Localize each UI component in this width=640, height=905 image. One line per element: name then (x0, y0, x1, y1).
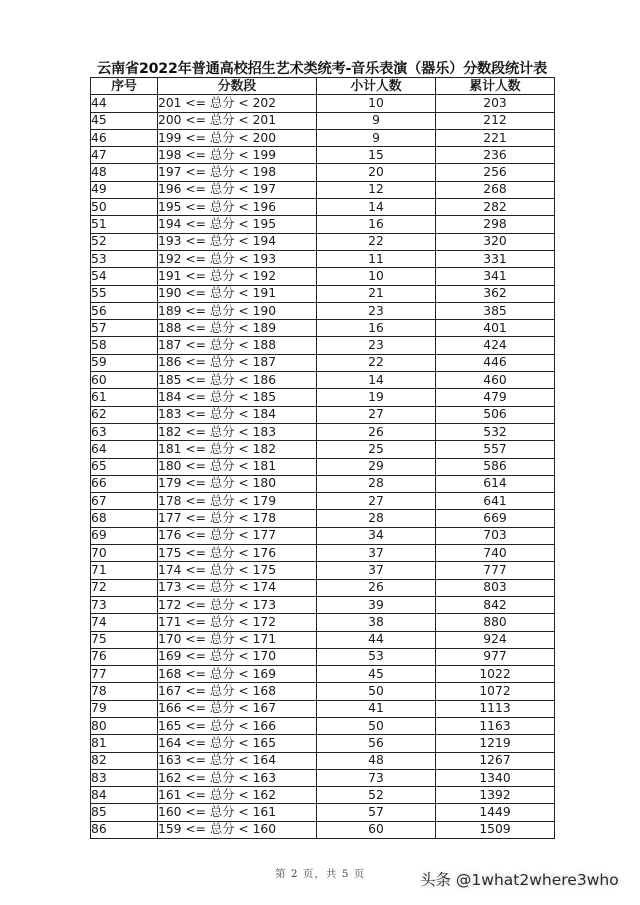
table-row (91, 268, 555, 285)
cell-cumulative: 669 (436, 510, 555, 527)
table-row (91, 769, 555, 786)
cell-range: 161 <= 总分 < 162 (158, 787, 317, 804)
cell-cumulative: 1022 (436, 666, 555, 683)
table-row (91, 493, 555, 510)
cell-cumulative: 203 (436, 95, 555, 112)
cell-count: 9 (317, 129, 436, 146)
cell-range: 184 <= 总分 < 185 (158, 389, 317, 406)
cell-cumulative: 777 (436, 562, 555, 579)
cell-count: 37 (317, 562, 436, 579)
cell-count: 14 (317, 372, 436, 389)
cell-cumulative: 1072 (436, 683, 555, 700)
cell-seq: 52 (91, 233, 158, 250)
table-row (91, 648, 555, 665)
table-row (91, 164, 555, 181)
table-row (91, 787, 555, 804)
cell-range: 176 <= 总分 < 177 (158, 527, 317, 544)
cell-count: 10 (317, 95, 436, 112)
cell-count: 28 (317, 475, 436, 492)
cell-seq: 69 (91, 527, 158, 544)
cell-seq: 63 (91, 423, 158, 440)
table-row (91, 562, 555, 579)
cell-seq: 46 (91, 129, 158, 146)
table-row (91, 545, 555, 562)
cell-range: 168 <= 总分 < 169 (158, 666, 317, 683)
cell-cumulative: 236 (436, 147, 555, 164)
cell-seq: 57 (91, 320, 158, 337)
cell-count: 28 (317, 510, 436, 527)
table-row (91, 804, 555, 821)
score-distribution-table (90, 77, 555, 839)
table-row (91, 423, 555, 440)
cell-count: 48 (317, 752, 436, 769)
cell-range: 177 <= 总分 < 178 (158, 510, 317, 527)
cell-range: 180 <= 总分 < 181 (158, 458, 317, 475)
cell-seq: 79 (91, 700, 158, 717)
cell-seq: 82 (91, 752, 158, 769)
cell-range: 171 <= 总分 < 172 (158, 614, 317, 631)
table-header-row (91, 78, 555, 95)
cell-count: 34 (317, 527, 436, 544)
cell-count: 53 (317, 648, 436, 665)
cell-range: 163 <= 总分 < 164 (158, 752, 317, 769)
cell-count: 44 (317, 631, 436, 648)
cell-count: 41 (317, 700, 436, 717)
cell-cumulative: 1163 (436, 717, 555, 734)
cell-range: 186 <= 总分 < 187 (158, 354, 317, 371)
cell-count: 22 (317, 233, 436, 250)
cell-count: 22 (317, 354, 436, 371)
cell-range: 197 <= 总分 < 198 (158, 164, 317, 181)
cell-seq: 74 (91, 614, 158, 631)
cell-seq: 64 (91, 441, 158, 458)
cell-seq: 50 (91, 199, 158, 216)
column-header-cumulative: 累计人数 (436, 78, 555, 95)
table-row (91, 752, 555, 769)
cell-range: 160 <= 总分 < 161 (158, 804, 317, 821)
cell-seq: 73 (91, 596, 158, 613)
cell-seq: 66 (91, 475, 158, 492)
cell-count: 56 (317, 735, 436, 752)
cell-seq: 78 (91, 683, 158, 700)
cell-cumulative: 479 (436, 389, 555, 406)
cell-range: 194 <= 总分 < 195 (158, 216, 317, 233)
cell-cumulative: 1219 (436, 735, 555, 752)
cell-cumulative: 212 (436, 112, 555, 129)
cell-range: 170 <= 总分 < 171 (158, 631, 317, 648)
cell-count: 45 (317, 666, 436, 683)
cell-seq: 85 (91, 804, 158, 821)
cell-count: 57 (317, 804, 436, 821)
cell-cumulative: 557 (436, 441, 555, 458)
cell-cumulative: 740 (436, 545, 555, 562)
table-row (91, 631, 555, 648)
cell-count: 15 (317, 147, 436, 164)
cell-count: 50 (317, 717, 436, 734)
cell-cumulative: 1113 (436, 700, 555, 717)
cell-count: 60 (317, 821, 436, 838)
table-row (91, 129, 555, 146)
page-indicator: 第 2 页，共 5 页 (275, 868, 366, 880)
cell-cumulative: 362 (436, 285, 555, 302)
cell-seq: 65 (91, 458, 158, 475)
cell-range: 188 <= 总分 < 189 (158, 320, 317, 337)
cell-seq: 56 (91, 302, 158, 319)
cell-count: 26 (317, 423, 436, 440)
cell-cumulative: 1267 (436, 752, 555, 769)
cell-seq: 59 (91, 354, 158, 371)
table-row (91, 596, 555, 613)
cell-seq: 84 (91, 787, 158, 804)
cell-cumulative: 298 (436, 216, 555, 233)
cell-range: 173 <= 总分 < 174 (158, 579, 317, 596)
cell-range: 165 <= 总分 < 166 (158, 717, 317, 734)
cell-range: 183 <= 总分 < 184 (158, 406, 317, 423)
cell-count: 23 (317, 337, 436, 354)
cell-count: 27 (317, 406, 436, 423)
cell-cumulative: 924 (436, 631, 555, 648)
cell-cumulative: 221 (436, 129, 555, 146)
cell-cumulative: 331 (436, 250, 555, 267)
table-row (91, 475, 555, 492)
cell-seq: 61 (91, 389, 158, 406)
cell-range: 166 <= 总分 < 167 (158, 700, 317, 717)
cell-count: 39 (317, 596, 436, 613)
cell-count: 12 (317, 181, 436, 198)
table-row (91, 320, 555, 337)
cell-seq: 58 (91, 337, 158, 354)
table-row (91, 233, 555, 250)
table-row (91, 821, 555, 838)
cell-seq: 75 (91, 631, 158, 648)
table-row (91, 700, 555, 717)
cell-count: 14 (317, 199, 436, 216)
table-row (91, 406, 555, 423)
table-row (91, 735, 555, 752)
cell-count: 73 (317, 769, 436, 786)
cell-cumulative: 803 (436, 579, 555, 596)
cell-cumulative: 1509 (436, 821, 555, 838)
cell-range: 172 <= 总分 < 173 (158, 596, 317, 613)
cell-count: 25 (317, 441, 436, 458)
table-row (91, 354, 555, 371)
table-row (91, 389, 555, 406)
cell-cumulative: 1340 (436, 769, 555, 786)
cell-seq: 80 (91, 717, 158, 734)
table-row (91, 441, 555, 458)
cell-range: 189 <= 总分 < 190 (158, 302, 317, 319)
cell-cumulative: 341 (436, 268, 555, 285)
cell-range: 199 <= 总分 < 200 (158, 129, 317, 146)
table-row (91, 147, 555, 164)
cell-seq: 48 (91, 164, 158, 181)
table-row (91, 666, 555, 683)
cell-count: 16 (317, 216, 436, 233)
cell-cumulative: 614 (436, 475, 555, 492)
cell-cumulative: 424 (436, 337, 555, 354)
table-title: 云南省2022年普通高校招生艺术类统考-音乐表演（器乐）分数段统计表 (96, 61, 547, 77)
cell-seq: 83 (91, 769, 158, 786)
cell-range: 187 <= 总分 < 188 (158, 337, 317, 354)
cell-count: 38 (317, 614, 436, 631)
cell-range: 159 <= 总分 < 160 (158, 821, 317, 838)
cell-seq: 54 (91, 268, 158, 285)
table-row (91, 458, 555, 475)
cell-seq: 68 (91, 510, 158, 527)
cell-count: 26 (317, 579, 436, 596)
cell-cumulative: 586 (436, 458, 555, 475)
table-row (91, 302, 555, 319)
cell-range: 178 <= 总分 < 179 (158, 493, 317, 510)
cell-range: 198 <= 总分 < 199 (158, 147, 317, 164)
cell-cumulative: 385 (436, 302, 555, 319)
cell-count: 50 (317, 683, 436, 700)
cell-cumulative: 1392 (436, 787, 555, 804)
cell-cumulative: 641 (436, 493, 555, 510)
cell-cumulative: 880 (436, 614, 555, 631)
watermark: 头条 @1what2where3who (420, 871, 619, 889)
cell-range: 174 <= 总分 < 175 (158, 562, 317, 579)
cell-seq: 55 (91, 285, 158, 302)
cell-count: 23 (317, 302, 436, 319)
cell-range: 185 <= 总分 < 186 (158, 372, 317, 389)
cell-count: 9 (317, 112, 436, 129)
cell-seq: 51 (91, 216, 158, 233)
cell-cumulative: 842 (436, 596, 555, 613)
cell-seq: 47 (91, 147, 158, 164)
cell-seq: 45 (91, 112, 158, 129)
cell-range: 200 <= 总分 < 201 (158, 112, 317, 129)
cell-range: 162 <= 总分 < 163 (158, 769, 317, 786)
cell-count: 16 (317, 320, 436, 337)
column-header-count: 小计人数 (317, 78, 436, 95)
table-row (91, 250, 555, 267)
table-body (91, 95, 555, 839)
table-row (91, 717, 555, 734)
table-row (91, 216, 555, 233)
table-row (91, 372, 555, 389)
cell-range: 167 <= 总分 < 168 (158, 683, 317, 700)
table-row (91, 95, 555, 112)
table-row (91, 199, 555, 216)
column-header-range: 分数段 (158, 78, 317, 95)
cell-cumulative: 256 (436, 164, 555, 181)
cell-count: 20 (317, 164, 436, 181)
table-row (91, 181, 555, 198)
cell-range: 192 <= 总分 < 193 (158, 250, 317, 267)
cell-cumulative: 320 (436, 233, 555, 250)
table-row (91, 683, 555, 700)
cell-range: 190 <= 总分 < 191 (158, 285, 317, 302)
cell-range: 181 <= 总分 < 182 (158, 441, 317, 458)
table-row (91, 527, 555, 544)
cell-seq: 81 (91, 735, 158, 752)
cell-count: 29 (317, 458, 436, 475)
table-row (91, 285, 555, 302)
cell-seq: 72 (91, 579, 158, 596)
cell-cumulative: 268 (436, 181, 555, 198)
table-row (91, 510, 555, 527)
cell-count: 11 (317, 250, 436, 267)
cell-seq: 62 (91, 406, 158, 423)
cell-cumulative: 703 (436, 527, 555, 544)
cell-cumulative: 532 (436, 423, 555, 440)
cell-range: 201 <= 总分 < 202 (158, 95, 317, 112)
cell-range: 182 <= 总分 < 183 (158, 423, 317, 440)
cell-range: 169 <= 总分 < 170 (158, 648, 317, 665)
cell-seq: 86 (91, 821, 158, 838)
cell-range: 193 <= 总分 < 194 (158, 233, 317, 250)
cell-seq: 49 (91, 181, 158, 198)
cell-seq: 67 (91, 493, 158, 510)
table-row (91, 614, 555, 631)
cell-cumulative: 1449 (436, 804, 555, 821)
cell-seq: 71 (91, 562, 158, 579)
cell-count: 19 (317, 389, 436, 406)
cell-cumulative: 401 (436, 320, 555, 337)
table-row (91, 112, 555, 129)
cell-cumulative: 282 (436, 199, 555, 216)
cell-cumulative: 460 (436, 372, 555, 389)
cell-range: 164 <= 总分 < 165 (158, 735, 317, 752)
cell-count: 52 (317, 787, 436, 804)
table-row (91, 579, 555, 596)
cell-seq: 76 (91, 648, 158, 665)
cell-seq: 53 (91, 250, 158, 267)
table-row (91, 337, 555, 354)
cell-range: 196 <= 总分 < 197 (158, 181, 317, 198)
cell-count: 37 (317, 545, 436, 562)
cell-seq: 60 (91, 372, 158, 389)
cell-range: 175 <= 总分 < 176 (158, 545, 317, 562)
cell-count: 10 (317, 268, 436, 285)
cell-cumulative: 977 (436, 648, 555, 665)
cell-range: 179 <= 总分 < 180 (158, 475, 317, 492)
cell-seq: 70 (91, 545, 158, 562)
column-header-seq: 序号 (91, 78, 158, 95)
cell-cumulative: 446 (436, 354, 555, 371)
cell-seq: 44 (91, 95, 158, 112)
cell-count: 27 (317, 493, 436, 510)
cell-range: 191 <= 总分 < 192 (158, 268, 317, 285)
cell-count: 21 (317, 285, 436, 302)
cell-seq: 77 (91, 666, 158, 683)
cell-range: 195 <= 总分 < 196 (158, 199, 317, 216)
cell-cumulative: 506 (436, 406, 555, 423)
